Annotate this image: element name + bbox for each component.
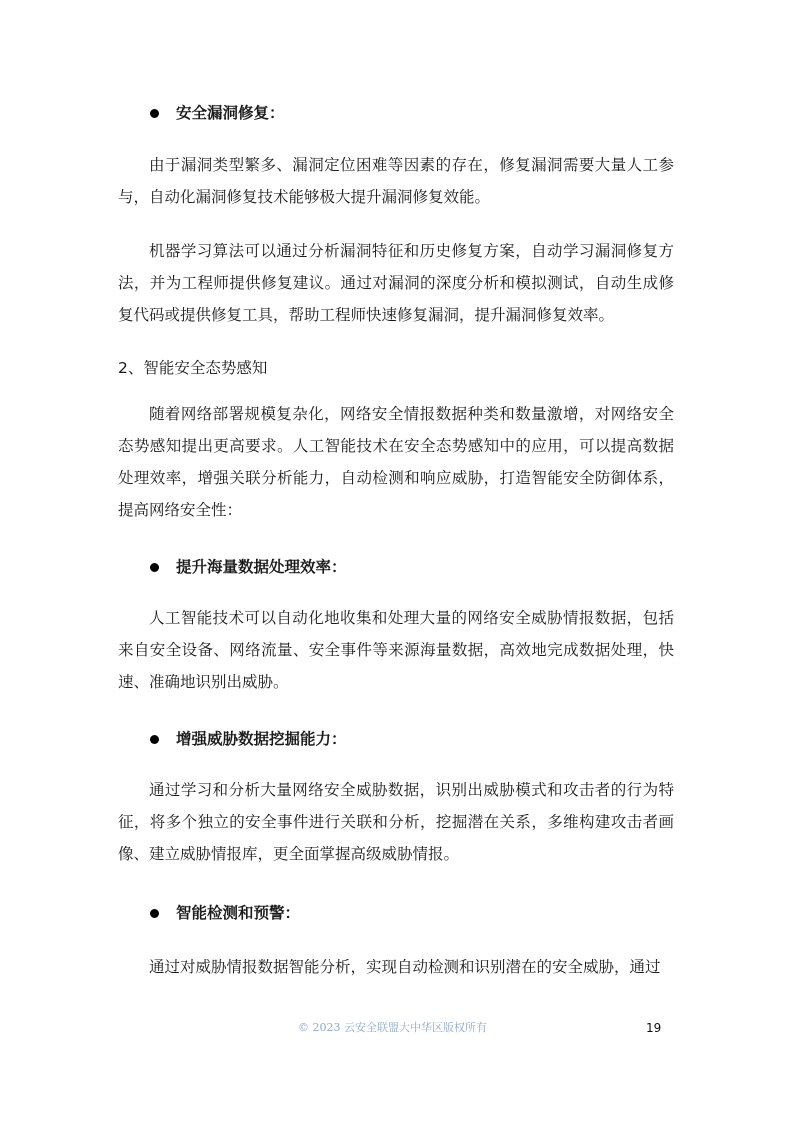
heading-text: 提升海量数据处理效率：: [176, 558, 347, 576]
bullet-heading-detection: [150, 903, 300, 923]
paragraph-vuln-fix-2: 机器学习算法可以通过分析漏洞特征和历史修复方案，自动学习漏洞修复方法，并为工程师提供修复建议。通过对漏洞的深度分析和模拟测试，自动生成修复代码或提供修复工具，帮助工程师快速修复漏洞，提升漏洞修复效率。: [118, 242, 674, 324]
paragraph-situation-1: 随着网络部署规模复杂化，网络安全情报数据种类和数量激增，对网络安全态势感知提出更高要求。人工智能技术在安全态势感知中的应用，可以提高数据处理效率，增强关联分析能力，自动检测和响应威胁，打造智能安全防御体系，提高网络安全性：: [118, 405, 674, 519]
heading-text: 智能检测和预警：: [176, 904, 301, 922]
bullet-heading-efficiency: [150, 557, 347, 577]
bullet-dot-icon: [150, 909, 159, 918]
heading-text: 增强威胁数据挖掘能力：: [176, 730, 347, 748]
bullet-heading-vuln-fix: [150, 103, 285, 123]
paragraph-vuln-fix-1: 由于漏洞类型繁多、漏洞定位困难等因素的存在，修复漏洞需要大量人工参与，自动化漏洞修复技术能够极大提升漏洞修复效能。: [118, 156, 674, 206]
bullet-dot-icon: [150, 109, 159, 118]
bullet-dot-icon: [150, 735, 159, 744]
paragraph-mining-1: 通过学习和分析大量网络安全威胁数据，识别出威胁模式和攻击者的行为特征，将多个独立的安全事件进行关联和分析，挖掘潜在关系，多维构建攻击者画像、建立威胁情报库，更全面掌握高级威胁情报。: [118, 781, 674, 863]
paragraph-detection-1: 通过对威胁情报数据智能分析，实现自动检测和识别潜在的安全威胁，通过: [149, 958, 661, 976]
bullet-dot-icon: [150, 563, 159, 572]
section-title-situation: 2、智能安全态势感知: [118, 359, 268, 377]
heading-text: 安全漏洞修复：: [176, 104, 285, 122]
bullet-heading-mining: [150, 729, 347, 749]
paragraph-efficiency-1: 人工智能技术可以自动化地收集和处理大量的网络安全威胁情报数据，包括来自安全设备、网络流量、安全事件等来源海量数据，高效地完成数据处理，快速、准确地识别出威胁。: [118, 609, 674, 691]
page-number: 19: [646, 1021, 662, 1035]
footer-copyright: © 2023 云安全联盟大中华区版权所有: [298, 1021, 487, 1034]
